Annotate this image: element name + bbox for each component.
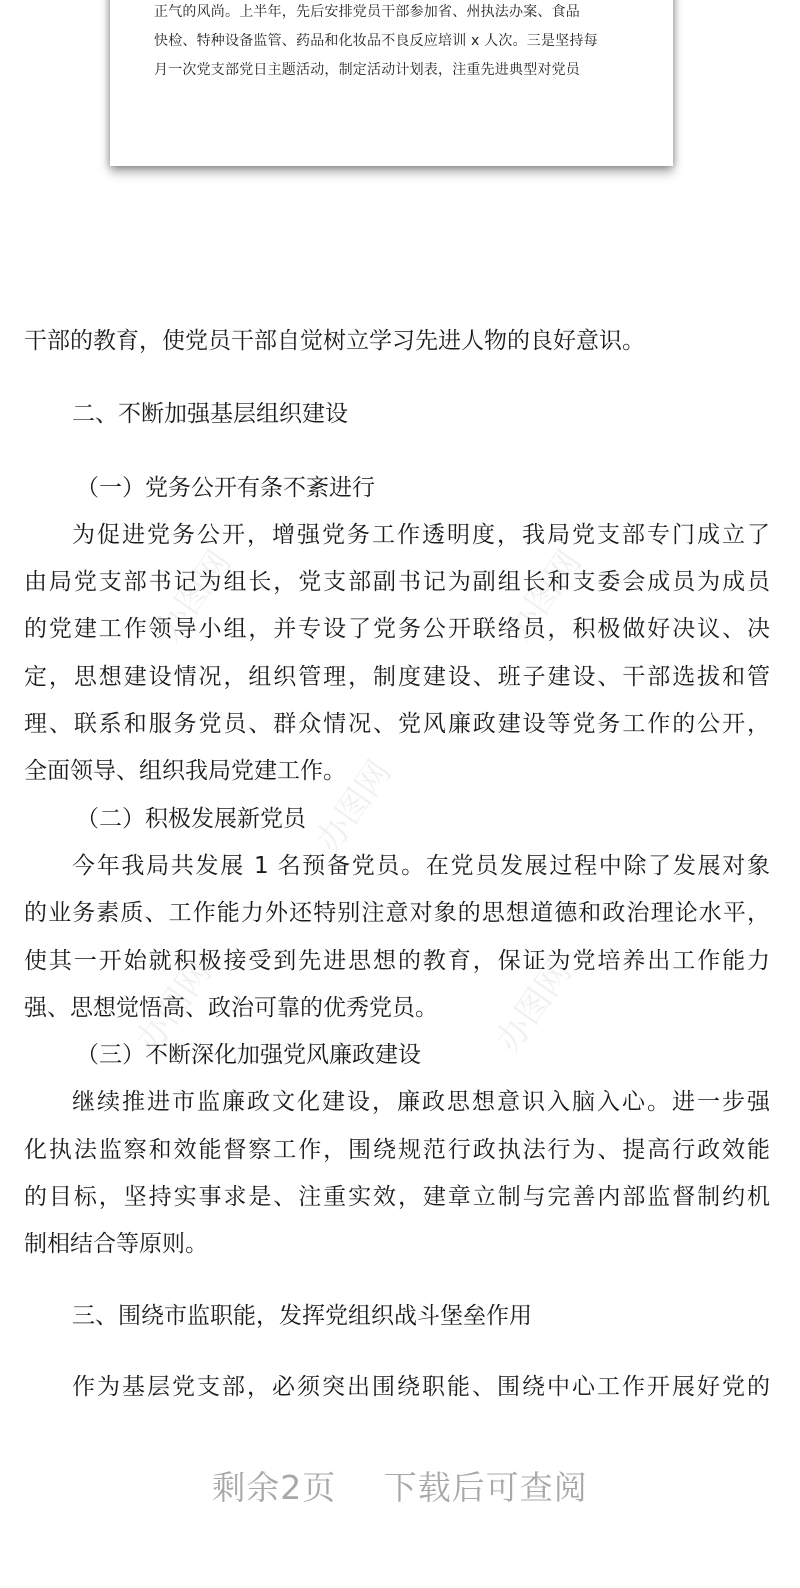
paragraph-line: 强、思想觉悟高、政治可靠的优秀党员。: [24, 994, 438, 1021]
paragraph-line: 理、联系和服务党员、群众情况、党风廉政建设等党务工作的公开，: [24, 711, 770, 738]
section-heading: 二、不断加强基层组织建设: [72, 401, 348, 428]
paragraph-line: 的目标，坚持实事求是、注重实效，建章立制与完善内部监督制约机: [24, 1184, 770, 1211]
paragraph-line: 的业务素质、工作能力外还特别注意对象的思想道德和政治理论水平，: [24, 900, 770, 927]
document-body: [24, 318, 770, 1411]
paragraph-line: 今年我局共发展 1 名预备党员。在党员发展过程中除了发展对象: [72, 852, 770, 879]
paragraph-line: 作为基层党支部，必须突出围绕职能、围绕中心工作开展好党的: [72, 1373, 770, 1400]
preview-page-card: [110, 0, 673, 166]
paragraph-line: 干部的教育，使党员干部自觉树立学习先进人物的良好意识。: [24, 328, 645, 354]
subsection-heading: （三）不断深化加强党风廉政建设: [76, 1042, 421, 1069]
paragraph-line: 定，思想建设情况，组织管理，制度建设、班子建设、干部选拔和管: [24, 663, 770, 690]
paragraph-line: 全面领导、组织我局党建工作。: [24, 758, 346, 785]
paragraph-line: 的党建工作领导小组，并专设了党务公开联络员，积极做好决议、决: [24, 616, 770, 643]
preview-text: [154, 0, 644, 85]
paragraph-line: 为促进党务公开，增强党务工作透明度，我局党支部专门成立了: [72, 521, 770, 548]
paragraph-line: 化执法监察和效能督察工作，围绕规范行政执法行为、提高行政效能: [24, 1136, 770, 1163]
preview-line: 快检、特种设备监管、药品和化妆品不良反应培训 x 人次。三是坚持每: [154, 33, 598, 49]
remaining-pages-text: 剩余2页: [212, 1468, 337, 1507]
download-prompt[interactable]: [0, 1462, 800, 1509]
subsection-heading: （二）积极发展新党员: [76, 805, 306, 832]
watermark: 办图网: [498, 543, 590, 650]
paragraph-line: 使其一开始就积极接受到先进思想的教育，保证为党培养出工作能力: [24, 947, 770, 974]
download-to-view-text: 下载后可查阅: [383, 1468, 588, 1507]
paragraph-line: 制相结合等原则。: [24, 1231, 208, 1258]
preview-line: 正气的风尚。上半年，先后安排党员干部参加省、州执法办案、食品: [154, 4, 580, 20]
paragraph-line: 继续推进市监廉政文化建设，廉政思想意识入脑入心。进一步强: [72, 1089, 770, 1116]
watermark: 办图网: [308, 753, 400, 860]
watermark: 办图网: [488, 953, 580, 1060]
subsection-heading: （一）党务公开有条不紊进行: [76, 474, 375, 501]
watermark: 办图网: [148, 543, 240, 650]
paragraph-line: 由局党支部书记为组长，党支部副书记为副组长和支委会成员为成员: [24, 569, 770, 596]
preview-line: 月一次党支部党日主题活动，制定活动计划表，注重先进典型对党员: [154, 62, 580, 78]
section-heading: 三、围绕市监职能，发挥党组织战斗堡垒作用: [72, 1302, 532, 1329]
watermark: 办图网: [128, 953, 220, 1060]
